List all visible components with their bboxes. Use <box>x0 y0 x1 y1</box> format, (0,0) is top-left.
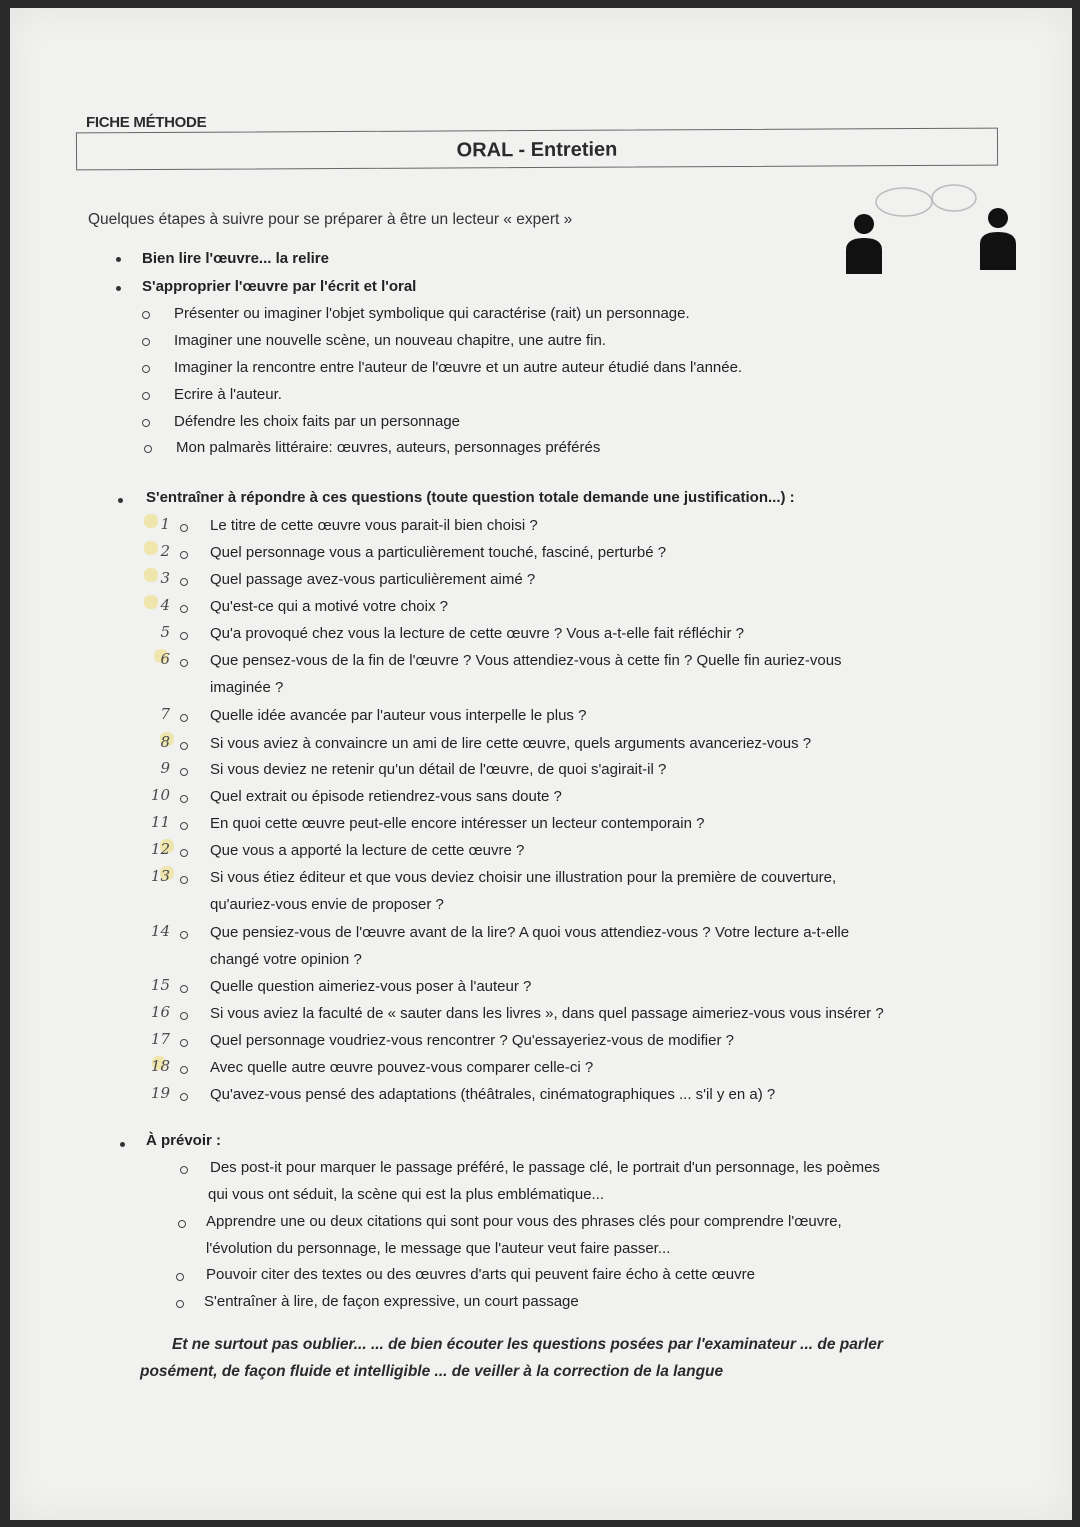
question-number: 3 <box>160 569 170 587</box>
question-text-continued: imaginée ? <box>210 679 284 696</box>
title-box <box>76 128 998 171</box>
sub-bullet-circle <box>142 311 150 319</box>
list-item: Mon palmarès littéraire: œuvres, auteurs, personnages préférés <box>176 439 601 456</box>
question-number: 10 <box>150 786 170 804</box>
list-item: Ecrire à l'auteur. <box>174 386 282 403</box>
sub-bullet-circle <box>180 849 188 857</box>
question-text: Si vous étiez éditeur et que vous deviez choisir une illustration pour la première de couverture, <box>210 869 837 886</box>
sub-bullet-circle <box>180 632 188 640</box>
question-number: 14 <box>150 922 170 940</box>
sub-bullet-circle <box>180 876 188 884</box>
bullet-appropriate-work: S'approprier l'œuvre par l'écrit et l'oral <box>142 278 417 295</box>
question-text: Quelle idée avancée par l'auteur vous interpelle le plus ? <box>210 707 587 724</box>
question-text: Avec quelle autre œuvre pouvez-vous comparer celle-ci ? <box>210 1059 594 1076</box>
question-text: Qu'a provoqué chez vous la lecture de cette œuvre ? Vous a-t-elle fait réfléchir ? <box>210 625 744 642</box>
list-item-continued: qui vous ont séduit, la scène qui est la plus emblématique... <box>208 1186 605 1203</box>
question-number: 13 <box>150 867 170 885</box>
question-number: 18 <box>150 1057 170 1075</box>
question-text: En quoi cette œuvre peut-elle encore intéresser un lecteur contemporain ? <box>210 815 705 832</box>
sub-bullet-circle <box>180 1166 188 1174</box>
sub-bullet-circle <box>180 578 188 586</box>
question-text: Quelle question aimeriez-vous poser à l'auteur ? <box>210 978 532 995</box>
list-item: Défendre les choix faits par un personnage <box>174 413 461 430</box>
question-number: 17 <box>150 1030 170 1048</box>
sub-bullet-circle <box>178 1220 186 1228</box>
question-text: Que pensiez-vous de l'œuvre avant de la lire? A quoi vous attendiez-vous ? Votre lecture a-t-elle <box>210 924 850 941</box>
bullet-to-prepare: À prévoir : <box>146 1132 222 1149</box>
intro-text: Quelques étapes à suivre pour se préparer à être un lecteur « expert » <box>88 211 573 228</box>
document-page <box>10 8 1072 1520</box>
sub-bullet-circle <box>176 1273 184 1281</box>
question-number: 19 <box>150 1084 170 1102</box>
question-number: 11 <box>150 813 170 831</box>
question-number: 9 <box>160 759 170 777</box>
question-number: 8 <box>160 733 170 751</box>
question-text: Que pensez-vous de la fin de l'œuvre ? Vous attendiez-vous à cette fin ? Quelle fin auriez-vous <box>210 652 842 669</box>
sub-bullet-circle <box>180 714 188 722</box>
sub-bullet-circle <box>176 1300 184 1308</box>
sub-bullet-circle <box>180 1066 188 1074</box>
question-number: 7 <box>160 705 170 723</box>
question-number: 1 <box>160 515 170 533</box>
question-number: 16 <box>150 1003 170 1021</box>
bullet-read-work: Bien lire l'œuvre... la relire <box>142 250 329 267</box>
sub-bullet-circle <box>180 524 188 532</box>
closing-line-1: Et ne surtout pas oublier... ... de bien écouter les questions posées par l'examinateur ... de parler <box>172 1336 883 1353</box>
list-item: Présenter ou imaginer l'objet symbolique qui caractérise (rait) un personnage. <box>174 305 690 322</box>
closing-line-2: posément, de façon fluide et intelligible ... de veiller à la correction de la langue <box>140 1363 724 1380</box>
sub-bullet-circle <box>180 985 188 993</box>
sub-bullet-circle <box>142 338 150 346</box>
list-item: Pouvoir citer des textes ou des œuvres d'arts qui peuvent faire écho à cette œuvre <box>206 1266 755 1283</box>
question-text: Quel passage avez-vous particulièrement aimé ? <box>210 571 536 588</box>
question-number: 6 <box>160 650 170 668</box>
list-item-continued: l'évolution du personnage, le message que l'auteur veut faire passer... <box>206 1240 671 1257</box>
question-text: Si vous aviez à convaincre un ami de lire cette œuvre, quels arguments avanceriez-vous ? <box>210 735 812 752</box>
question-text: Quel personnage vous a particulièrement touché, fasciné, perturbé ? <box>210 544 667 561</box>
list-item: Imaginer la rencontre entre l'auteur de l'œuvre et un autre auteur étudié dans l'année. <box>174 359 743 376</box>
question-text: Que vous a apporté la lecture de cette œuvre ? <box>210 842 525 859</box>
question-number: 4 <box>160 596 170 614</box>
question-text: Quel extrait ou épisode retiendrez-vous sans doute ? <box>210 788 562 805</box>
bullet-practice-questions: S'entraîner à répondre à ces questions (toute question totale demande une justification...) : <box>146 489 795 506</box>
sub-bullet-circle <box>180 659 188 667</box>
question-text: Si vous aviez la faculté de « sauter dans les livres », dans quel passage aimeriez-vous vous insérer ? <box>210 1005 884 1022</box>
question-text-continued: changé votre opinion ? <box>210 951 362 968</box>
document-kicker: FICHE MÉTHODE <box>86 114 207 131</box>
sub-bullet-circle <box>180 1039 188 1047</box>
question-number: 2 <box>160 542 170 560</box>
sub-bullet-circle <box>180 551 188 559</box>
question-number: 15 <box>150 976 170 994</box>
question-text-continued: qu'auriez-vous envie de proposer ? <box>210 896 444 913</box>
bullet-dot <box>116 286 121 291</box>
sub-bullet-circle <box>180 1012 188 1020</box>
page-title: ORAL - Entretien <box>456 138 618 162</box>
sub-bullet-circle <box>142 419 150 427</box>
question-number: 5 <box>160 623 170 641</box>
bullet-dot <box>118 498 123 503</box>
sub-bullet-circle <box>180 742 188 750</box>
list-item: S'entraîner à lire, de façon expressive, un court passage <box>204 1293 579 1310</box>
question-text: Qu'est-ce qui a motivé votre choix ? <box>210 598 448 615</box>
list-item: Apprendre une ou deux citations qui sont pour vous des phrases clés pour comprendre l'œuvre, <box>206 1213 842 1230</box>
two-people-talking-icon <box>842 180 1022 280</box>
question-number: 12 <box>150 840 170 858</box>
question-text: Le titre de cette œuvre vous parait-il bien choisi ? <box>210 517 538 534</box>
question-text: Qu'avez-vous pensé des adaptations (théâtrales, cinématographiques ... s'il y en a) ? <box>210 1086 776 1103</box>
sub-bullet-circle <box>180 795 188 803</box>
sub-bullet-circle <box>180 768 188 776</box>
sub-bullet-circle <box>142 365 150 373</box>
sub-bullet-circle <box>142 392 150 400</box>
sub-bullet-circle <box>180 605 188 613</box>
bullet-dot <box>120 1142 125 1147</box>
sub-bullet-circle <box>144 445 152 453</box>
list-item: Des post-it pour marquer le passage préféré, le passage clé, le portrait d'un personnage, les poèmes <box>210 1159 880 1176</box>
list-item: Imaginer une nouvelle scène, un nouveau chapitre, une autre fin. <box>174 332 606 349</box>
sub-bullet-circle <box>180 822 188 830</box>
question-text: Quel personnage voudriez-vous rencontrer ? Qu'essayeriez-vous de modifier ? <box>210 1032 734 1049</box>
sub-bullet-circle <box>180 1093 188 1101</box>
sub-bullet-circle <box>180 931 188 939</box>
question-text: Si vous deviez ne retenir qu'un détail de l'œuvre, de quoi s'agirait-il ? <box>210 761 667 778</box>
bullet-dot <box>116 257 121 262</box>
